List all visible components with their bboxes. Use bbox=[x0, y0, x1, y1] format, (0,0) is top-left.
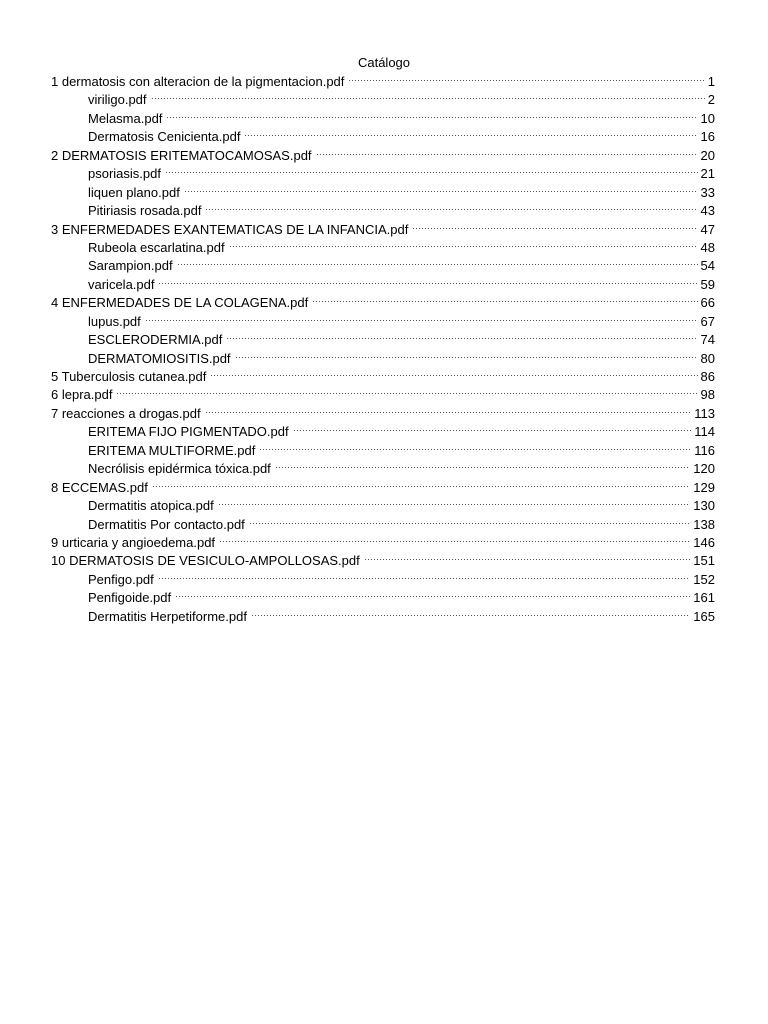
dot-leader bbox=[145, 320, 698, 321]
toc-entry-page-number: 10 bbox=[700, 110, 715, 126]
toc-entry-page-number: 59 bbox=[700, 276, 715, 292]
toc-subentry[interactable] bbox=[51, 184, 715, 202]
toc-entry[interactable] bbox=[51, 73, 715, 91]
toc-entry-page-number: 2 bbox=[707, 92, 715, 108]
toc-entry-label: viriligo.pdf bbox=[88, 92, 147, 108]
toc-entry[interactable] bbox=[51, 534, 715, 552]
toc-entry-page-number: 165 bbox=[693, 608, 715, 624]
toc-entry-label: Pitiriasis rosada.pdf bbox=[88, 203, 202, 219]
toc-entry-label: 7 reacciones a drogas.pdf bbox=[51, 405, 201, 421]
dot-leader bbox=[116, 393, 697, 394]
dot-leader bbox=[175, 596, 690, 597]
toc-entry-page-number: 152 bbox=[693, 571, 715, 587]
toc-subentry[interactable] bbox=[51, 589, 715, 607]
toc-entry-page-number: 161 bbox=[693, 590, 715, 606]
toc-entry-label: Rubeola escarlatina.pdf bbox=[88, 239, 225, 255]
dot-leader bbox=[166, 117, 697, 118]
toc-entry[interactable] bbox=[51, 386, 715, 404]
dot-leader bbox=[158, 283, 697, 284]
toc-subentry[interactable] bbox=[51, 460, 715, 478]
dot-leader bbox=[312, 301, 697, 302]
toc-entry-label: Sarampion.pdf bbox=[88, 258, 173, 274]
dot-leader bbox=[316, 154, 698, 155]
dot-leader bbox=[235, 357, 698, 358]
toc-entry-page-number: 151 bbox=[693, 553, 715, 569]
toc-entry-label: 10 DERMATOSIS DE VESICULO-AMPOLLOSAS.pdf bbox=[51, 553, 360, 569]
toc-subentry[interactable] bbox=[51, 571, 715, 589]
toc-entry[interactable] bbox=[51, 294, 715, 312]
toc-entry-page-number: 74 bbox=[700, 332, 715, 348]
toc-entry-label: 5 Tuberculosis cutanea.pdf bbox=[51, 369, 207, 384]
toc-entry-label: 6 lepra.pdf bbox=[51, 387, 113, 403]
page-title: Catálogo bbox=[357, 55, 411, 70]
toc-subentry[interactable] bbox=[51, 239, 715, 257]
toc-entry-label: Dermatitis atopica.pdf bbox=[88, 498, 214, 514]
dot-leader bbox=[293, 430, 692, 431]
toc-entry-page-number: 138 bbox=[693, 516, 715, 532]
toc-subentry[interactable] bbox=[51, 608, 715, 626]
toc-entry-label: ESCLERODERMIA.pdf bbox=[88, 332, 223, 348]
toc-subentry[interactable] bbox=[51, 313, 715, 331]
toc-entry-page-number: 113 bbox=[694, 405, 715, 421]
dot-leader bbox=[364, 559, 691, 560]
toc-subentry[interactable] bbox=[51, 350, 715, 368]
toc-entry-page-number: 80 bbox=[700, 350, 715, 366]
table-of-contents bbox=[51, 73, 715, 626]
toc-entry-label: Penfigoide.pdf bbox=[88, 590, 172, 606]
toc-entry-label: psoriasis.pdf bbox=[88, 166, 161, 182]
dot-leader bbox=[251, 615, 690, 616]
toc-subentry[interactable] bbox=[51, 202, 715, 220]
dot-leader bbox=[205, 412, 692, 413]
toc-entry-label: 8 ECCEMAS.pdf bbox=[51, 479, 148, 495]
toc-entry-page-number: 67 bbox=[700, 313, 715, 329]
toc-entry-label: 3 ENFERMEDADES EXANTEMATICAS DE LA INFANCIA.pdf bbox=[51, 221, 409, 237]
dot-leader bbox=[158, 578, 691, 579]
toc-entry-label: lupus.pdf bbox=[88, 313, 141, 329]
toc-entry-page-number: 21 bbox=[700, 166, 715, 182]
toc-subentry[interactable] bbox=[51, 423, 715, 441]
toc-entry-label: ERITEMA FIJO PIGMENTADO.pdf bbox=[88, 424, 289, 440]
dot-leader bbox=[205, 209, 697, 210]
toc-entry-label: Penfigo.pdf bbox=[88, 571, 154, 587]
toc-subentry[interactable] bbox=[51, 331, 715, 349]
toc-entry-page-number: 20 bbox=[700, 147, 715, 163]
dot-leader bbox=[210, 375, 697, 376]
toc-entry[interactable] bbox=[51, 368, 715, 386]
toc-subentry[interactable] bbox=[51, 91, 715, 109]
toc-entry[interactable] bbox=[51, 405, 715, 423]
toc-subentry[interactable] bbox=[51, 110, 715, 128]
toc-entry-page-number: 146 bbox=[693, 534, 715, 550]
toc-entry-page-number: 120 bbox=[693, 461, 715, 477]
dot-leader bbox=[275, 467, 691, 468]
toc-entry-page-number: 66 bbox=[700, 295, 715, 311]
toc-entry-page-number: 1 bbox=[707, 74, 715, 89]
toc-entry[interactable] bbox=[51, 221, 715, 239]
dot-leader bbox=[165, 172, 698, 173]
toc-subentry[interactable] bbox=[51, 516, 715, 534]
toc-entry-label: 2 DERMATOSIS ERITEMATOCAMOSAS.pdf bbox=[51, 147, 312, 163]
toc-entry-page-number: 98 bbox=[700, 387, 715, 403]
toc-subentry[interactable] bbox=[51, 442, 715, 460]
dot-leader bbox=[244, 135, 697, 136]
toc-entry[interactable] bbox=[51, 147, 715, 165]
toc-subentry[interactable] bbox=[51, 276, 715, 294]
toc-entry-page-number: 116 bbox=[694, 442, 715, 458]
toc-entry-page-number: 86 bbox=[700, 369, 715, 384]
toc-entry-label: varicela.pdf bbox=[88, 276, 155, 292]
toc-entry-page-number: 48 bbox=[700, 239, 715, 255]
dot-leader bbox=[219, 541, 690, 542]
toc-entry-page-number: 129 bbox=[693, 479, 715, 495]
toc-subentry[interactable] bbox=[51, 165, 715, 183]
dot-leader bbox=[177, 264, 698, 265]
toc-entry-page-number: 54 bbox=[700, 258, 715, 274]
toc-entry-page-number: 16 bbox=[700, 129, 715, 145]
toc-subentry[interactable] bbox=[51, 128, 715, 146]
dot-leader bbox=[152, 486, 690, 487]
dot-leader bbox=[259, 449, 691, 450]
dot-leader bbox=[412, 228, 697, 229]
toc-entry[interactable] bbox=[51, 552, 715, 570]
toc-entry-label: Dermatitis Por contacto.pdf bbox=[88, 516, 245, 532]
dot-leader bbox=[226, 338, 697, 339]
toc-entry-page-number: 33 bbox=[700, 184, 715, 200]
toc-entry-label: Dermatitis Herpetiforme.pdf bbox=[88, 608, 247, 624]
toc-entry-page-number: 130 bbox=[693, 498, 715, 514]
toc-entry-label: liquen plano.pdf bbox=[88, 184, 180, 200]
toc-entry-page-number: 47 bbox=[700, 221, 715, 237]
toc-entry-page-number: 114 bbox=[694, 424, 715, 440]
toc-entry-page-number: 43 bbox=[700, 203, 715, 219]
dot-leader bbox=[249, 523, 691, 524]
dot-leader bbox=[184, 191, 698, 192]
toc-entry-label: Necrólisis epidérmica tóxica.pdf bbox=[88, 461, 271, 477]
toc-entry-label: 9 urticaria y angioedema.pdf bbox=[51, 534, 216, 550]
toc-entry-label: 4 ENFERMEDADES DE LA COLAGENA.pdf bbox=[51, 295, 309, 311]
dot-leader bbox=[218, 504, 691, 505]
dot-leader bbox=[229, 246, 698, 247]
toc-subentry[interactable] bbox=[51, 257, 715, 275]
toc-entry-label: Dermatosis Cenicienta.pdf bbox=[88, 129, 241, 145]
toc-entry-label: DERMATOMIOSITIS.pdf bbox=[88, 350, 231, 366]
toc-entry-label: ERITEMA MULTIFORME.pdf bbox=[88, 442, 256, 458]
toc-entry[interactable] bbox=[51, 479, 715, 497]
toc-subentry[interactable] bbox=[51, 497, 715, 515]
toc-entry-label: 1 dermatosis con alteracion de la pigmentacion.pdf bbox=[51, 74, 345, 89]
dot-leader bbox=[348, 80, 704, 81]
toc-entry-label: Melasma.pdf bbox=[88, 110, 163, 126]
dot-leader bbox=[151, 98, 705, 99]
